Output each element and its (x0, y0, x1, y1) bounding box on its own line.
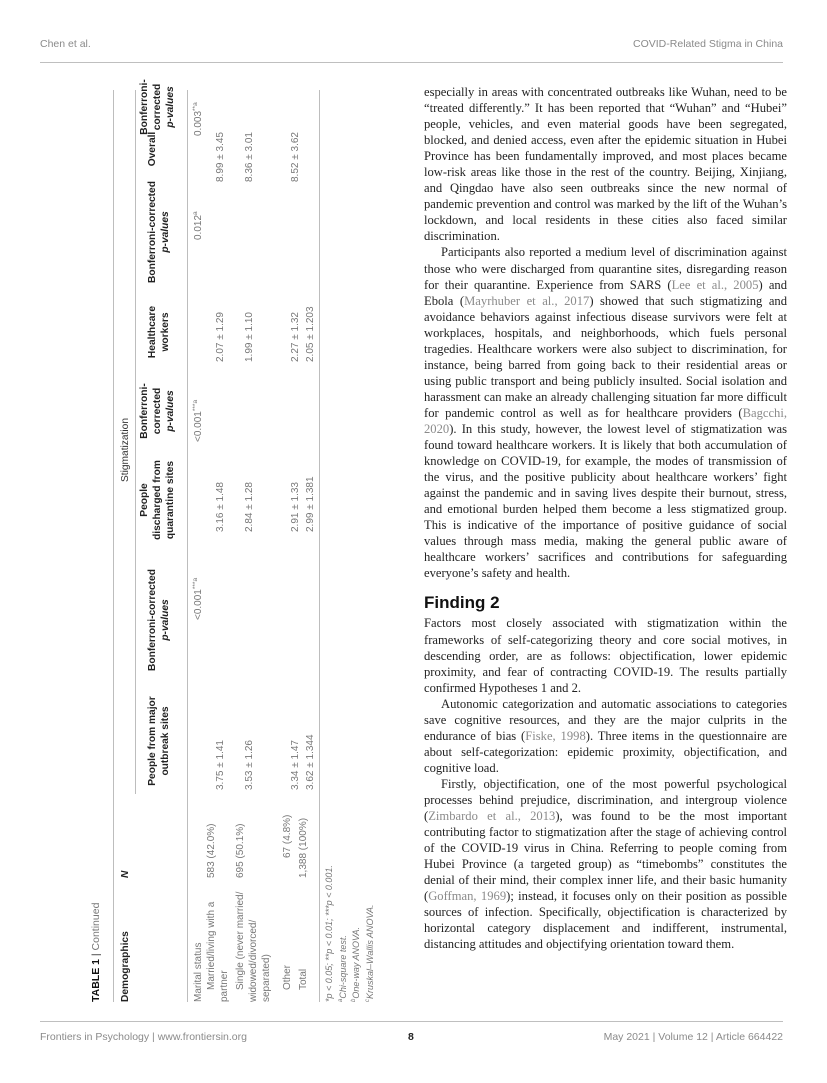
text: ). Three items in the questionnaire are about self-categorization: epidemic proximity, objectification, and cognitive load. (424, 728, 787, 775)
row-label-other: Other (282, 964, 293, 990)
column-header-p4 (138, 74, 177, 140)
text: ); instead, it focuses only on their position as possible sources of infection. Specifically, objectification is characterized by horizontal category displacement and indifferent, instrumental, distancing attitudes and objectifying orientation toward them. (424, 889, 787, 952)
section-heading: Finding 2 (424, 593, 500, 613)
table-caption (86, 903, 112, 1002)
row-label-married (205, 901, 231, 1002)
header-line: Bonferroni- (139, 79, 150, 135)
p-value: <0.001 (193, 589, 204, 620)
citation-link[interactable]: Bagcchi, 2020 (424, 405, 787, 436)
table-caption-text: Continued (90, 902, 102, 951)
table-footnotes (324, 865, 376, 1002)
p-value-discharged (192, 400, 205, 442)
running-header-authors: Chen et al. (40, 38, 91, 50)
footnote-mark: c (364, 999, 371, 1002)
table-caption-label: TABLE 1 (90, 959, 102, 1002)
row-label-line: partner (219, 970, 230, 1002)
cell-n: 695 (50.1%) (235, 823, 246, 878)
footnote-c (363, 865, 377, 1002)
header-divider (40, 62, 783, 63)
column-header-p1 (146, 560, 172, 680)
header-line: Bonferroni-corrected (147, 569, 158, 671)
header-line: Bonferroni- (139, 383, 150, 439)
text: ). In this study, however, the lowest level of stigmatization was found toward healthcare workers. It is likely that both accumulation of knowledge on COVID-19, for example, the modes of transmission of the virus, and the positive publicity about healthcare workers’ fight against the pandemic and in saving lives despite their burnout, stress, and emotional burden helped them become a less stigmatized group. This is indicative of the importance of positive guidance of social values through mass media, making the general public aware of healthcare workers’ sacrifices and contributions for safeguarding everyone’s safety and health. (424, 421, 787, 581)
column-header-n: N (120, 870, 131, 878)
cell-n: 1,388 (100%) (298, 817, 309, 878)
header-line: Bonferroni-corrected (147, 181, 158, 283)
paragraph: especially in areas with concentrated outbreaks like Wuhan, need to be “treated differently.” It has been reported that “Wuhan” and “Hubei” people, vehicles, and even material goods have been segregated, blocked, and denied access, even after the epidemic situation in Hubei Province has been fundamentally improved, and most places became low-risk areas like those in the rest of the country. Beijing, Xinjiang, and Qingdao have also seen outbreaks since the new normal of pandemic prevention and control was marked by the lift of the Wuhan’s lockdown, and local residents in these cities also faced similar discrimination. (424, 85, 787, 244)
row-label-line: Married/living with a (206, 901, 217, 990)
cell-overall: 8.99 ± 3.45 (215, 132, 226, 182)
header-line: corrected (152, 387, 163, 435)
citation-link[interactable]: Zimbardo et al., 2013 (428, 809, 556, 824)
column-header-p3 (146, 172, 172, 292)
footnote-text: One-way ANOVA. (351, 926, 361, 999)
cell-healthcare: 2.07 ± 1.29 (215, 312, 226, 362)
row-label-line: separated) (261, 954, 272, 1002)
column-header-outbreak (146, 688, 172, 794)
cell-healthcare: 2.05 ± 1.203 (305, 306, 316, 362)
cell-outbreak: 3.53 ± 1.26 (244, 740, 255, 790)
body-column (424, 84, 787, 952)
citation-link[interactable]: Fiske, 1998 (525, 728, 586, 743)
table-1-continued (86, 79, 375, 1002)
footer-divider (40, 1021, 783, 1022)
p-value: 0.012 (193, 214, 204, 240)
paragraph (424, 776, 787, 953)
table-header-rule (187, 90, 188, 1002)
text: Autonomic categorization and automatic associations to categories save cognitive resources, and they are the major culprits in the endurance of bias ( (424, 696, 787, 743)
column-header-demographics: Demographics (120, 931, 131, 1002)
paragraph: Factors most closely associated with stigmatization within the frameworks of self-categorizing theory and core social motives, in descending order, are as follows: objectification, lower epidemic proximity, and fear of contracting COVID-19. The results partially confirmed Hypotheses 1 and 2. (424, 616, 787, 695)
column-header-healthcare (146, 298, 172, 366)
cell-discharged: 3.16 ± 1.48 (215, 482, 226, 532)
paragraph (424, 696, 787, 776)
text: Participants also reported a medium level of discrimination against those who were discharged from quarantine sites, disregarding reason for their quarantine. Experience from SARS ( (424, 245, 787, 292)
table-bottom-rule (319, 90, 320, 1002)
text: ) and Ebola ( (424, 277, 787, 308)
footer-journal: Frontiers in Psychology | www.frontiersin.org (40, 1031, 247, 1043)
p-value-sup: ***a (192, 399, 199, 412)
cell-outbreak: 3.62 ± 1.344 (305, 734, 316, 790)
p-value-sup: ***a (192, 577, 199, 590)
header-line: p-values (160, 211, 171, 253)
column-header-stigmatization: Stigmatization (120, 418, 131, 482)
header-line: corrected (152, 83, 163, 131)
p-value: <0.001 (193, 411, 204, 442)
text: ) showed that such stigmatizing and avoidance behaviors against infectious disease survivors were felt at workplaces, hospitals, and neighborhoods, which fuels personal tragedies. Healthcare workers were also subject to discrimination, for instance, being barred from going back to their residential areas or using public transport and being publicly insulted. Social isolation and harassment can make an already challenging situation far more difficult for pandemic control as well as for healthcare providers ( (424, 293, 788, 420)
header-line: workers (160, 312, 171, 352)
column-header-p2 (138, 378, 177, 444)
cell-overall: 8.36 ± 3.01 (244, 132, 255, 182)
cell-healthcare: 1.99 ± 1.10 (244, 312, 255, 362)
header-line: quarantine sites (165, 460, 176, 540)
cell-discharged: 2.99 ± 1.381 (305, 476, 316, 532)
citation-link[interactable]: Mayrhuber et al., 2017 (464, 293, 590, 308)
running-header-title: COVID-Related Stigma in China (633, 38, 783, 50)
page-number: 8 (408, 1031, 414, 1043)
table-caption-separator: | (90, 950, 102, 960)
footnote-text: Chi-square test. (337, 935, 348, 999)
table-group-rule (135, 90, 136, 794)
header-line: p-values (165, 390, 176, 432)
p-value-outbreak (192, 578, 205, 620)
cell-healthcare: 2.27 ± 1.32 (290, 312, 301, 362)
cell-n: 583 (42.0%) (206, 823, 217, 878)
footnote-b (349, 865, 363, 1002)
p-value-sup: a (192, 211, 199, 215)
table-top-rule (113, 90, 114, 1002)
footnote-text: Kruskal–Wallis ANOVA. (364, 904, 375, 999)
header-line: discharged from (152, 460, 163, 540)
citation-link[interactable]: Goffman, 1969 (428, 889, 507, 904)
cell-discharged: 2.91 ± 1.33 (290, 482, 301, 532)
footnote-mark: a (337, 998, 344, 1002)
section-label-marital-status: Marital status (193, 942, 204, 1002)
text: ), was found to be the most important contributing factor to stigmatization after the stage of achieving control of the COVID-19 virus in China. Referring to people coming from Hubei Province (a targeted group) as “timebombs” constitutes the denial of their mind, their complex inner life, and their basic humanity ( (424, 809, 787, 904)
p-value-sup: **a (192, 102, 199, 111)
cell-n: 67 (4.8%) (282, 814, 293, 858)
header-line: People (139, 483, 150, 517)
cell-outbreak: 3.34 ± 1.47 (290, 740, 301, 790)
footer-issue: May 2021 | Volume 12 | Article 664422 (603, 1031, 783, 1043)
p-value-overall (192, 102, 205, 136)
p-value: 0.003 (193, 110, 204, 136)
header-line: p-values (160, 599, 171, 641)
row-label-total: Total (298, 968, 309, 990)
footnote-mark: b (351, 998, 357, 1002)
row-label-line: Single (never married/ (235, 891, 246, 990)
citation-link[interactable]: Lee et al., 2005 (671, 277, 759, 292)
cell-overall: 8.52 ± 3.62 (290, 132, 301, 182)
header-line: p-values (165, 86, 176, 128)
cell-outbreak: 3.75 ± 1.41 (215, 740, 226, 790)
cell-discharged: 2.84 ± 1.28 (244, 482, 255, 532)
footnote-significance: *p < 0.05; **p < 0.01; ***p < 0.001. (324, 865, 334, 1002)
header-line: outbreak sites (160, 706, 171, 776)
text: Firstly, objectification, one of the most powerful psychological processes behind prejudice, discrimination, and intergroup violence ( (424, 776, 787, 824)
row-label-single (234, 891, 273, 1002)
header-line: People from major (147, 696, 158, 786)
paragraph (424, 244, 787, 581)
header-line: Healthcare (147, 305, 158, 359)
row-label-line: widowed/divorced/ (248, 919, 259, 1002)
column-header-discharged (138, 450, 177, 550)
p-value-healthcare (192, 211, 205, 240)
footnote-a (336, 865, 350, 1002)
column-header-overall: Overall (147, 131, 158, 167)
